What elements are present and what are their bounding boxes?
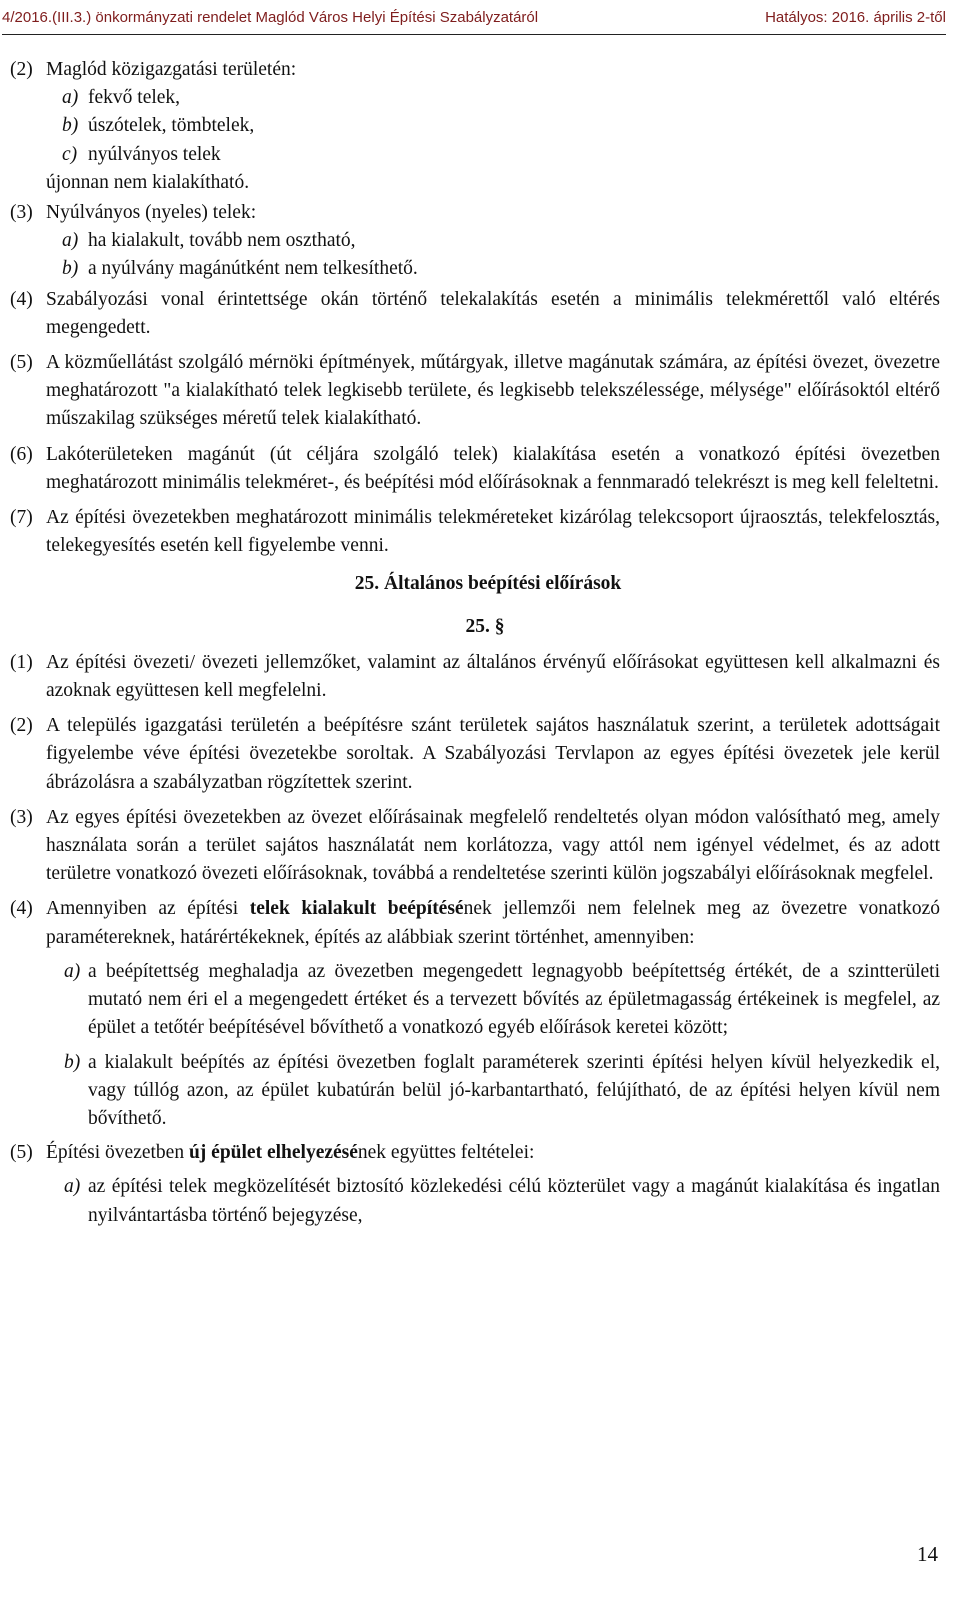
paragraph-3 [10,199,940,227]
list-letter: a) [62,87,79,109]
bold-term: telek kialakult beépítésé [249,898,464,920]
list-text: az építési telek megközelítését biztosító közlekedési célú közterület vagy a magánút kialakítása és ingatlan nyilvántartásba történő bejegyzése, [88,1176,940,1226]
paragraph-number: (5) [10,1142,33,1164]
paragraph-text: A közműellátást szolgáló mérnöki építmények, műtárgyak, illetve magánutak számára, az építési övezet, övezetre meghatározott "a kialakítható telek legkisebb területe, és legkisebb telekszélessége, mélysége" előírásoktól eltérő műszakilag szükséges méretű telek kialakítható. [46,352,940,430]
paragraph-text: Szabályozási vonal érintettsége okán történő telekalakítás esetén a minimális telekmérettől való eltérés megengedett. [46,288,940,338]
list-letter: c) [62,143,78,165]
bold-term: új épület elhelyezésé [188,1142,358,1164]
paragraph-text: Az egyes építési övezetekben az övezet előírásainak megfelelő rendeltetés olyan módon valósítható meg, amely használata során a terület sajátos használatát nem korlátozza, vagy attól nem igényel védelmet, és az adott területre vonatkozó övezeti előírásoknak, továbbá a rendeltetése szerinti külön jogszabályi előírásoknak megfelel. [46,806,940,885]
paragraph-text-start: Amennyiben az építési [46,898,250,920]
header-title: 4/2016.(III.3.) önkormányzati rendelet Maglód Város Helyi Építési Szabályzatáról [2,8,539,26]
paragraph-number: (2) [10,715,33,737]
list-text: a beépítettség meghaladja az övezetben megengedett legnagyobb beépítettség értékét, de a szintterületi mutató nem éri el a megengedett értéket és a tervezett bővítés az épületmagasság értékeinek is megfelel, az épület a tetőtér beépítésével bővíthető a vonatkozó egyéb előírások keretei között; [88,960,940,1039]
paragraph-number: (6) [10,443,33,465]
paragraph-number: (4) [10,898,33,920]
list-item [10,112,940,140]
list-item [10,141,940,169]
paragraph-number: (7) [10,507,33,529]
paragraph-text-end: nek együttes feltételei: [357,1142,535,1164]
list-item [10,958,940,1043]
paragraph-text-start: Építési övezetben [46,1142,189,1164]
list-text: fekvő telek, [88,87,181,109]
paragraph-text: Az építési övezetekben meghatározott minimális telekméreteket kizárólag telekcsoport újraosztás, telekfelosztás, telekegyesítés esetén kell figyelembe venni. [46,507,940,557]
paragraph-7 [10,504,940,560]
section-paragraph-1 [10,649,940,705]
paragraph-number: (1) [10,651,33,673]
list-letter: a) [64,960,81,982]
list-letter: a) [62,230,79,252]
paragraph-5 [10,349,940,434]
paragraph-text-end: nek jellemzői nem felelnek meg az övezetre vonatkozó paramétereknek, határértékeknek, építés az alábbiak szerint történhet, amennyiben: [46,898,940,948]
paragraph-number: (3) [10,806,33,828]
list-text: ha kialakult, tovább nem osztható, [88,230,356,252]
paragraph-number: (5) [10,352,33,374]
list-item [10,84,940,112]
list-letter: b) [62,258,79,280]
paragraph-text: A település igazgatási területén a beépítésre szánt területek sajátos használatuk szerint, a területek adottságait figyelembe véve építési övezetekbe soroltak. A Szabályozási Tervlapon az egyes építési övezetek jele kerül ábrázolásra a szabályzatban rögzítettek szerint. [46,715,940,793]
list-text: úszótelek, tömbtelek, [88,115,255,137]
page-number: 14 [917,1542,938,1566]
section-number: 25. § [465,615,505,637]
paragraph-number: (3) [10,202,33,224]
list-item [10,1049,940,1134]
section-paragraph-2 [10,712,940,797]
section-paragraph-5 [10,1139,940,1167]
paragraph-text: Az építési övezeti/ övezeti jellemzőket, valamint az általános érvényű előírásokat együttesen kell alkalmazni és azoknak együttesen kell megfelelni. [46,651,940,702]
chapter-heading: 25. Általános beépítési előírások [354,573,622,595]
section-paragraph-3 [10,804,940,889]
section-paragraph-4 [10,895,940,951]
paragraph-number: (2) [10,59,33,80]
list-letter: a) [64,1176,81,1198]
list-text: a nyúlvány magánútként nem telkesíthető. [88,258,418,280]
list-text: a kialakult beépítés az építési övezetben foglalt paraméterek szerinti építési helyen kívül helyezkedik el, vagy túllóg azon, az épület kubatúrán belül jó-karbantartható, felújítható, de az építési helyen kívül nem bővíthető. [88,1051,940,1129]
list-item [10,255,940,283]
list-item [10,227,940,255]
list-letter: b) [64,1051,81,1073]
paragraph-4 [10,286,940,342]
paragraph-tail: újonnan nem kialakítható. [46,171,250,193]
paragraph-6 [10,441,940,497]
header-effective-date: Hatályos: 2016. április 2-től [765,8,946,26]
running-header [2,0,946,35]
paragraph-2 [10,56,940,84]
list-letter: b) [62,115,79,137]
paragraph-text: Nyúlványos (nyeles) telek: [46,202,257,224]
paragraph-text: Maglód közigazgatási területén: [46,59,297,80]
list-item [10,1173,940,1229]
list-text: nyúlványos telek [88,143,221,165]
document-body [10,56,940,1236]
paragraph-number: (4) [10,288,33,310]
paragraph-text: Lakóterületeken magánút (út céljára szolgáló telek) kialakítása esetén a vonatkozó építési övezetben meghatározott minimális telekméret-, és beépítési mód előírásoknak a fennmaradó telekrészt is meg kell feleltetni. [46,443,940,493]
